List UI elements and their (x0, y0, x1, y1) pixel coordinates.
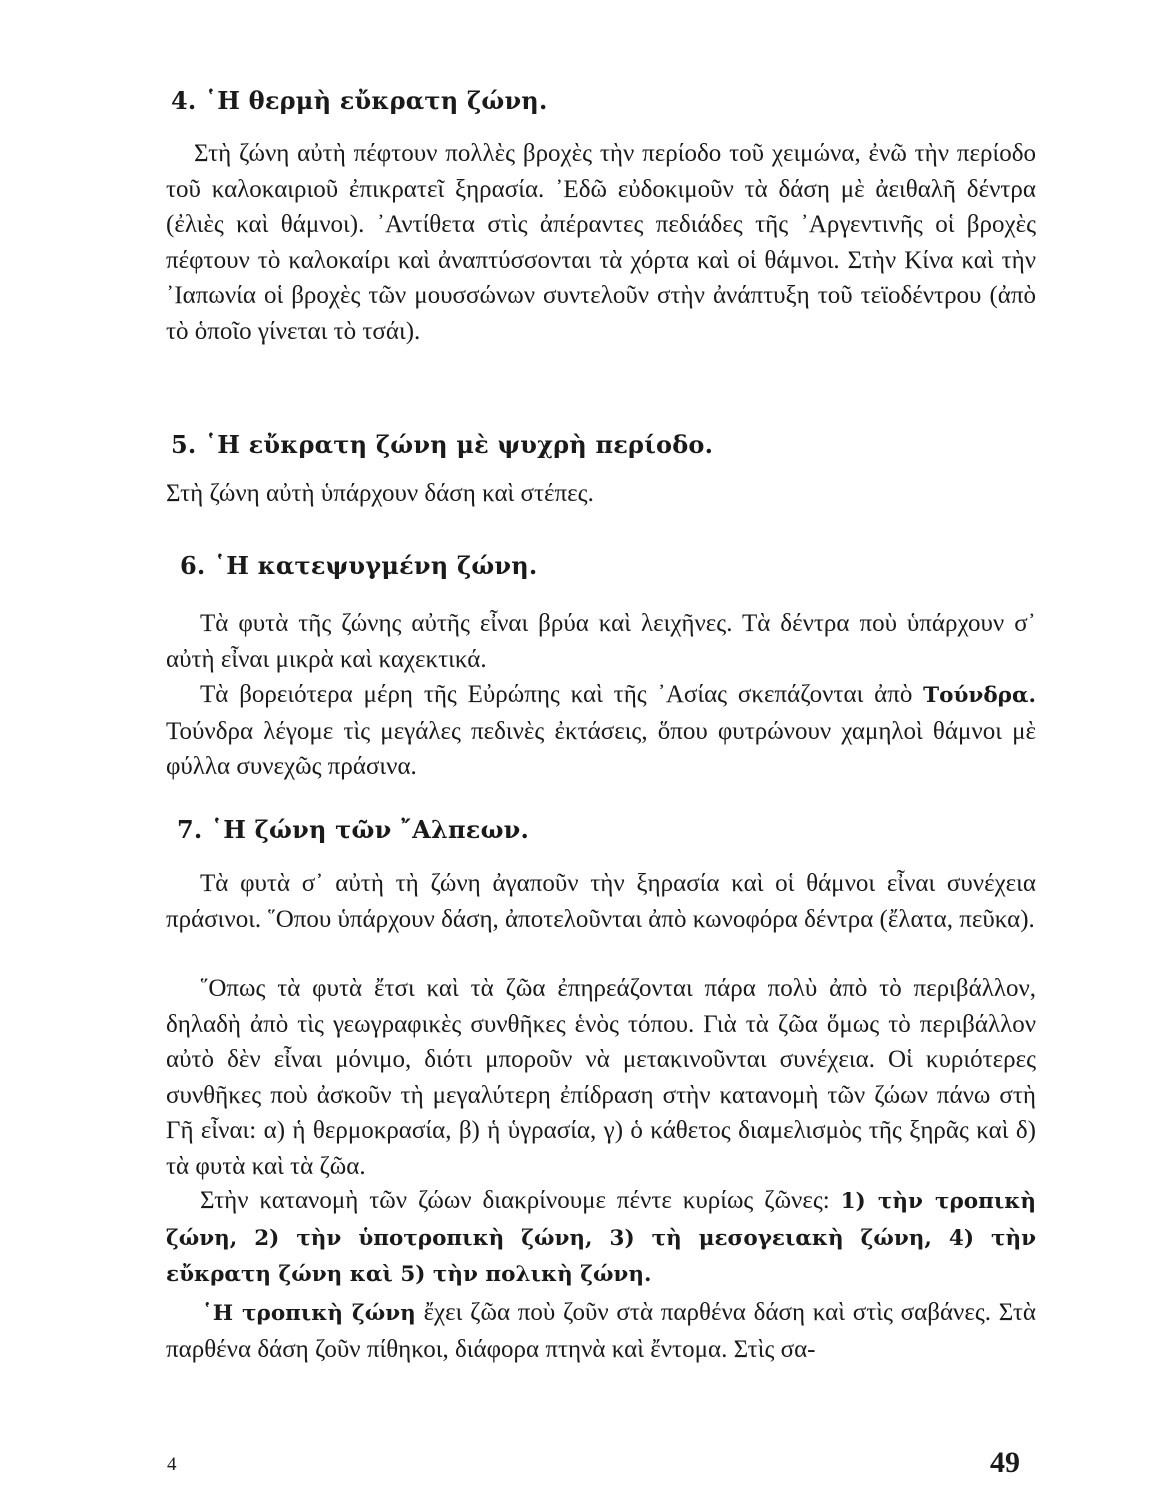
section-4-heading: 4. ῾Η θερμὴ εὔκρατη ζώνη. (171, 86, 548, 115)
section-6-heading: 6. ῾Η κατεψυγμένη ζώνη. (180, 551, 538, 580)
tundra-term: Τούνδρα. (923, 683, 1037, 708)
signature-mark: 4 (167, 1454, 177, 1475)
zones-lead: Στὴν κατανομὴ τῶν ζώων διακρίνουμε πέντε κυρίως ζῶνες: (200, 1187, 830, 1214)
tropical-term: ῾Η τροπικὴ ζώνη (202, 1301, 416, 1326)
section-7-paragraph-2: ῞Οπως τὰ φυτὰ ἔτσι καὶ τὰ ζῶα ἐπηρεάζονται πάρα πολὺ ἀπὸ τὸ περιβάλλον, δηλαδὴ ἀπὸ τὶς γεωγραφικὲς συνθῆκες ἑνὸς τόπου. Γιὰ τὰ ζῶα ὅμως τὸ περιβάλλον αὐτὸ δὲν εἶναι μόνιμο, διότι μποροῦν νὰ μετακινοῦνται συνέχεια. Οἱ κυριότερες συνθῆκες ποὺ ἀσκοῦν τὴ μεγαλύτερη ἐπίδραση στὴν κατανομὴ τῶν ζώων πάνω στὴ Γῆ εἶναι: α) ἡ θερμοκρασία, β) ἡ ὑγρασία, γ) ὁ κάθετος διαμελισμὸς τῆς ξηρᾶς καὶ δ) τὰ φυτὰ καὶ τὰ ζῶα. (166, 975, 1036, 1180)
animal-zones-paragraph (166, 1183, 1036, 1293)
tundra-rest: Τούνδρα λέγομε τὶς μεγάλες πεδινὲς ἐκτάσεις, ὅπου φυτρώνουν χαμηλοὶ θάμνοι μὲ φύλλα συνεχῶς πράσινα. (166, 717, 1036, 780)
page-number: 49 (990, 1446, 1020, 1479)
tundra-lead: Τὰ βορειότερα μέρη τῆς Εὐρώπης καὶ τῆς ᾿Ασίας σκεπάζονται ἀπὸ (200, 681, 913, 708)
tropical-zone-paragraph (166, 1295, 1036, 1367)
section-5-paragraph: Στὴ ζώνη αὐτὴ ὑπάρχουν δάση καὶ στέπες. (166, 480, 594, 507)
zones-list: 1) τὴν τροπικὴ ζώνη, 2) τὴν ὑποτροπικὴ ζώνη, 3) τὴ μεσογειακὴ ζώνη, 4) τὴν εὔκρατη ζώνη καὶ 5) τὴν πολικὴ ζώνη. (166, 1189, 1036, 1287)
section-7-paragraph-1: Τὰ φυτὰ σ᾿ αὐτὴ τὴ ζώνη ἀγαποῦν τὴν ξηρασία καὶ οἱ θάμνοι εἶναι συνέχεια πράσινοι. ῞Οπου ὑπάρχουν δάση, ἀποτελοῦνται ἀπὸ κωνοφόρα δέντρα (ἔλατα, πεῦκα). (166, 870, 1036, 933)
section-5-heading: 5. ῾Η εὔκρατη ζώνη μὲ ψυχρὴ περίοδο. (171, 430, 714, 459)
section-7-heading: 7. ῾Η ζώνη τῶν ῎Αλπεων. (177, 815, 530, 844)
tropical-rest: ἔχει ζῶα ποὺ ζοῦν στὰ παρθένα δάση καὶ στὶς σαβάνες. Στὰ παρθένα δάση ζοῦν πίθηκοι, διάφορα πτηνὰ καὶ ἔντομα. Στὶς σα- (166, 1299, 1037, 1363)
section-4-paragraph: Στὴ ζώνη αὐτὴ πέφτουν πολλὲς βροχὲς τὴν περίοδο τοῦ χειμώνα, ἐνῶ τὴν περίοδο τοῦ καλοκαιριοῦ ἐπικρατεῖ ξηρασία. ᾿Εδῶ εὐδοκιμοῦν τὰ δάση μὲ ἀειθαλῆ δέντρα (ἐλιὲς καὶ θάμνοι). ᾿Αντίθετα στὶς ἀπέραντες πεδιάδες τῆς ᾿Αργεντινῆς οἱ βροχὲς πέφτουν τὸ καλοκαίρι καὶ ἀναπτύσσονται τὰ χόρτα καὶ οἱ θάμνοι. Στὴν Κίνα καὶ τὴν ᾿Ιαπωνία οἱ βροχὲς τῶν μουσσώνων συντελοῦν στὴν ἀνάπτυξη τοῦ τεϊοδέντρου (ἀπὸ τὸ ὁποῖο γίνεται τὸ τσάι). (166, 140, 1036, 345)
section-6-paragraph: Τὰ φυτὰ τῆς ζώνης αὐτῆς εἶναι βρύα καὶ λειχῆνες. Τὰ δέντρα ποὺ ὑπάρχουν σ᾿ αὐτὴ εἶναι μικρὰ καὶ καχεκτικά. (166, 610, 1036, 673)
tundra-paragraph (166, 677, 1036, 785)
